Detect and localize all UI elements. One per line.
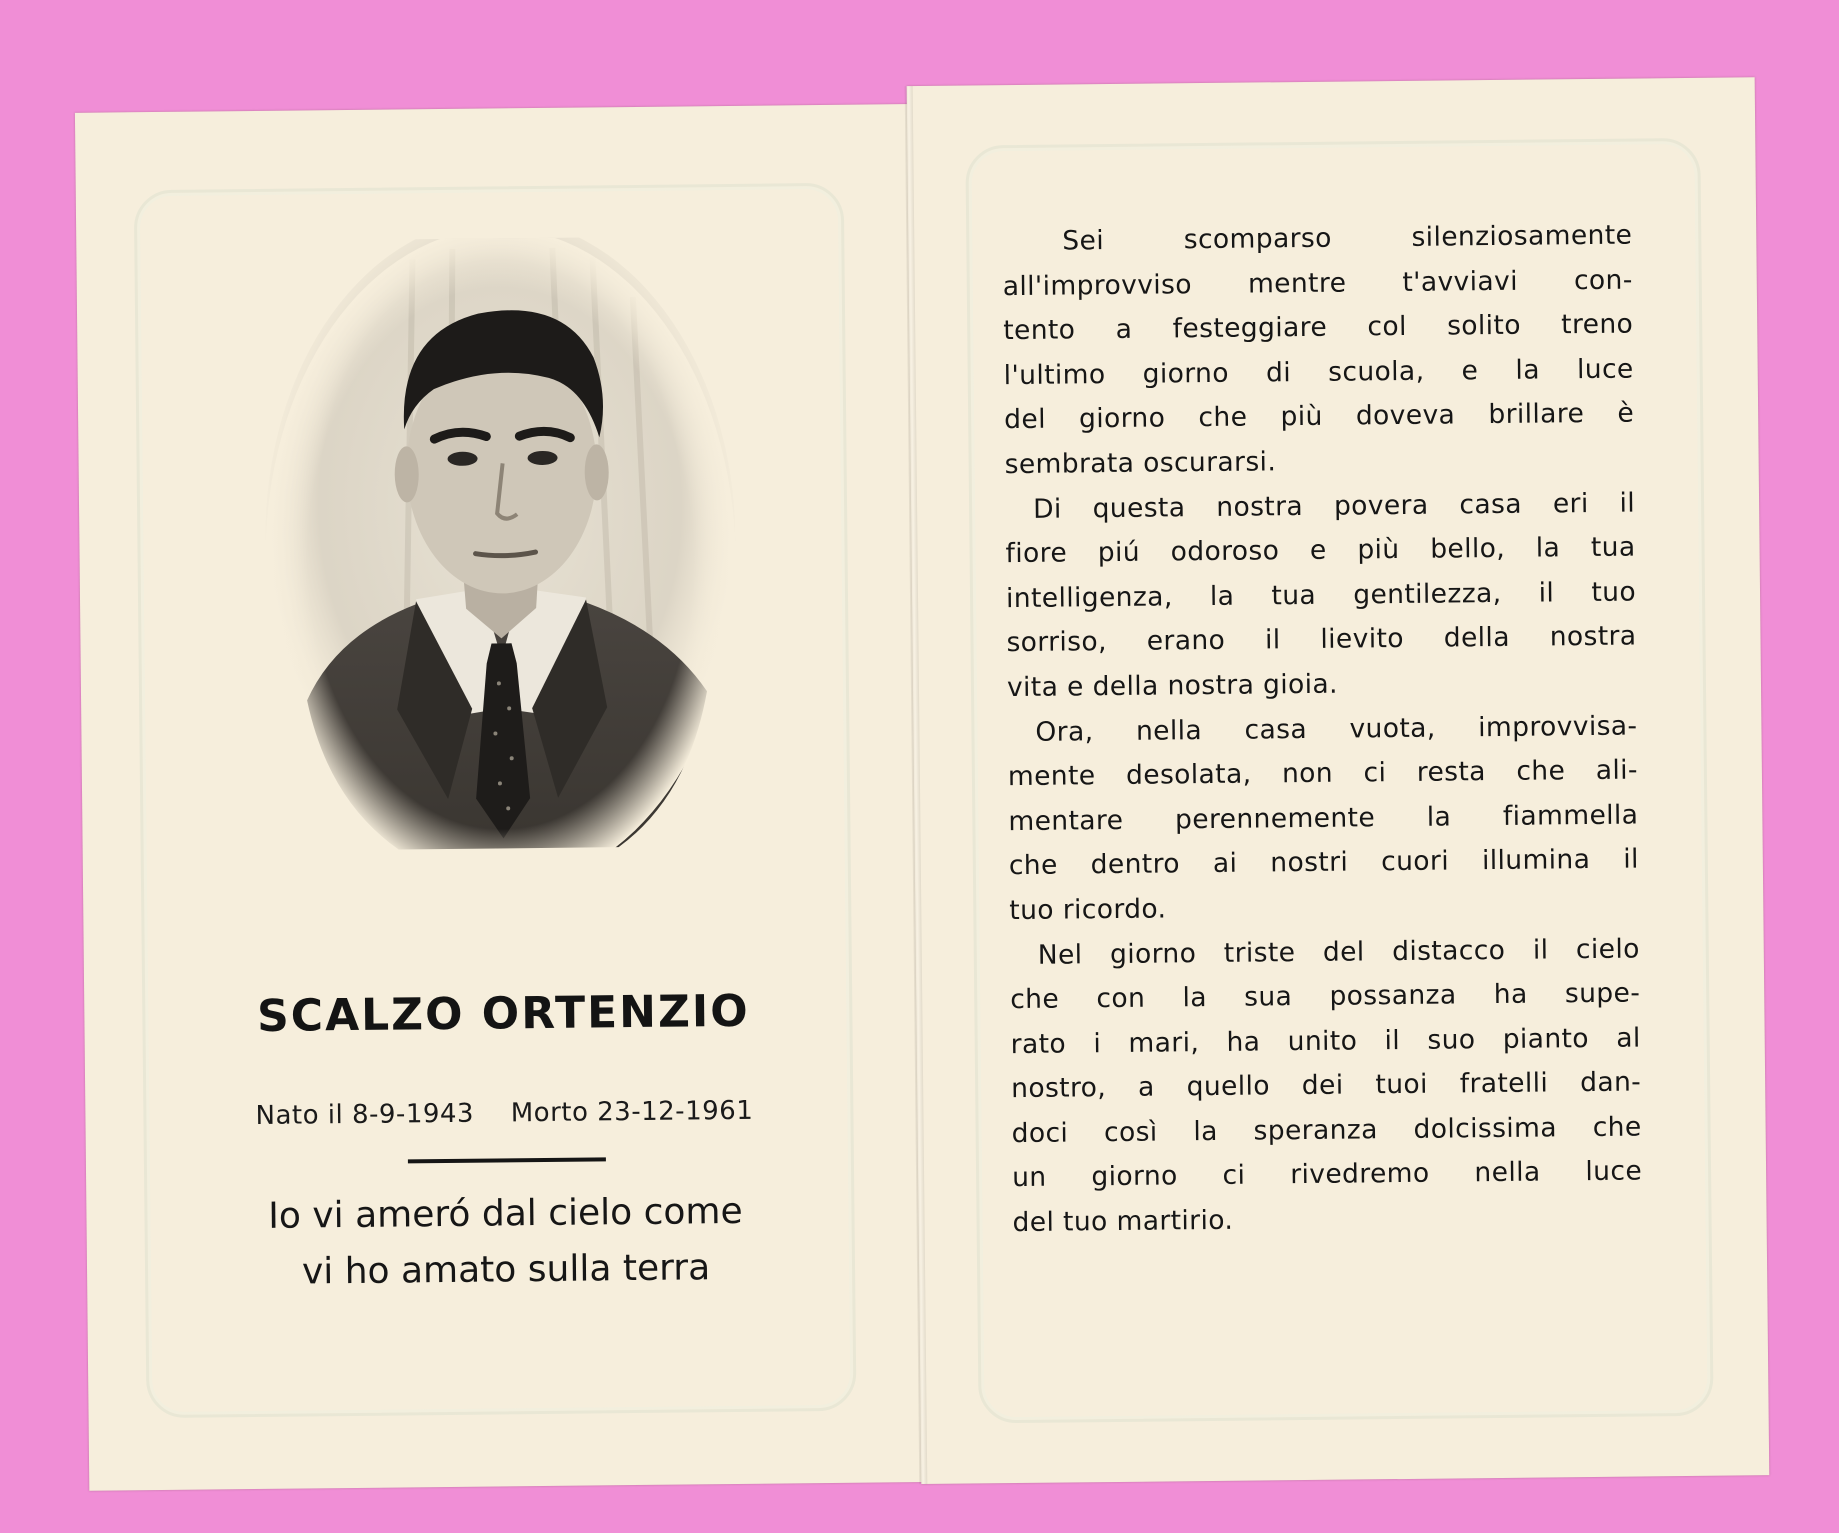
text-line: rato i mari, ha unito il suo pianto al [1010, 1022, 1641, 1060]
text-line: Di questa nostra povera casa eri il [1032, 487, 1636, 525]
text-line: Ora, nella casa vuota, improvvisa- [1035, 710, 1638, 748]
motto-line: Io vi ameró dal cielo come [268, 1190, 743, 1237]
death-date: Morto 23-12-1961 [510, 1095, 754, 1129]
text-line: nostro, a quello dei tuoi fratelli dan- [1011, 1066, 1642, 1105]
paragraph-4 [1010, 927, 1643, 1246]
text-line: Sei scomparso silenziosamente [1062, 219, 1633, 257]
text-line: che dentro ai nostri cuori illumina il [1008, 843, 1639, 882]
text-line: che con la sua possanza ha supe- [1010, 977, 1641, 1016]
memorial-text [1002, 214, 1643, 1246]
text-line: mentare perennemente la fiammella [1008, 799, 1639, 837]
text-line: mente desolata, non ci resta che ali- [1007, 754, 1639, 793]
text-line: tuo ricordo. [1009, 893, 1167, 926]
text-line: all'improvviso mentre t'avviavi con- [1002, 264, 1633, 302]
motto [86, 1182, 925, 1303]
text-line: del giorno che più doveva brillare è [1004, 397, 1635, 436]
motto-line: vi ho amato sulla terra [301, 1247, 711, 1293]
text-line: fiore piú odoroso e più bello, la tua [1005, 531, 1636, 570]
left-panel [75, 104, 927, 1491]
paragraph-1 [1002, 214, 1635, 488]
text-line: doci così la speranza dolcissima che [1011, 1111, 1642, 1149]
text-line: del tuo martirio. [1012, 1204, 1234, 1239]
paragraph-3 [1007, 704, 1639, 934]
portrait-photo [262, 236, 739, 881]
text-line: sorriso, erano il lievito della nostra [1006, 620, 1637, 659]
text-line: tento a festeggiare col solito treno [1003, 308, 1634, 347]
text-line: sembrata oscurarsi. [1004, 446, 1277, 481]
right-panel [907, 77, 1770, 1484]
memorial-card [75, 77, 1770, 1493]
text-line: vita e della nostra gioia. [1006, 668, 1339, 704]
paragraph-2 [1005, 481, 1637, 711]
deceased-name: SCALZO ORTENZIO [256, 985, 750, 1042]
birth-date: Nato il 8-9-1943 [255, 1098, 475, 1131]
text-line: intelligenza, la tua gentilezza, il tuo [1005, 576, 1637, 614]
text-line: un giorno ci rivedremo nella luce [1011, 1155, 1643, 1194]
text-line: l'ultimo giorno di scuola, e la luce [1003, 353, 1634, 391]
text-line: Nel giorno triste del distacco il cielo [1037, 932, 1640, 971]
